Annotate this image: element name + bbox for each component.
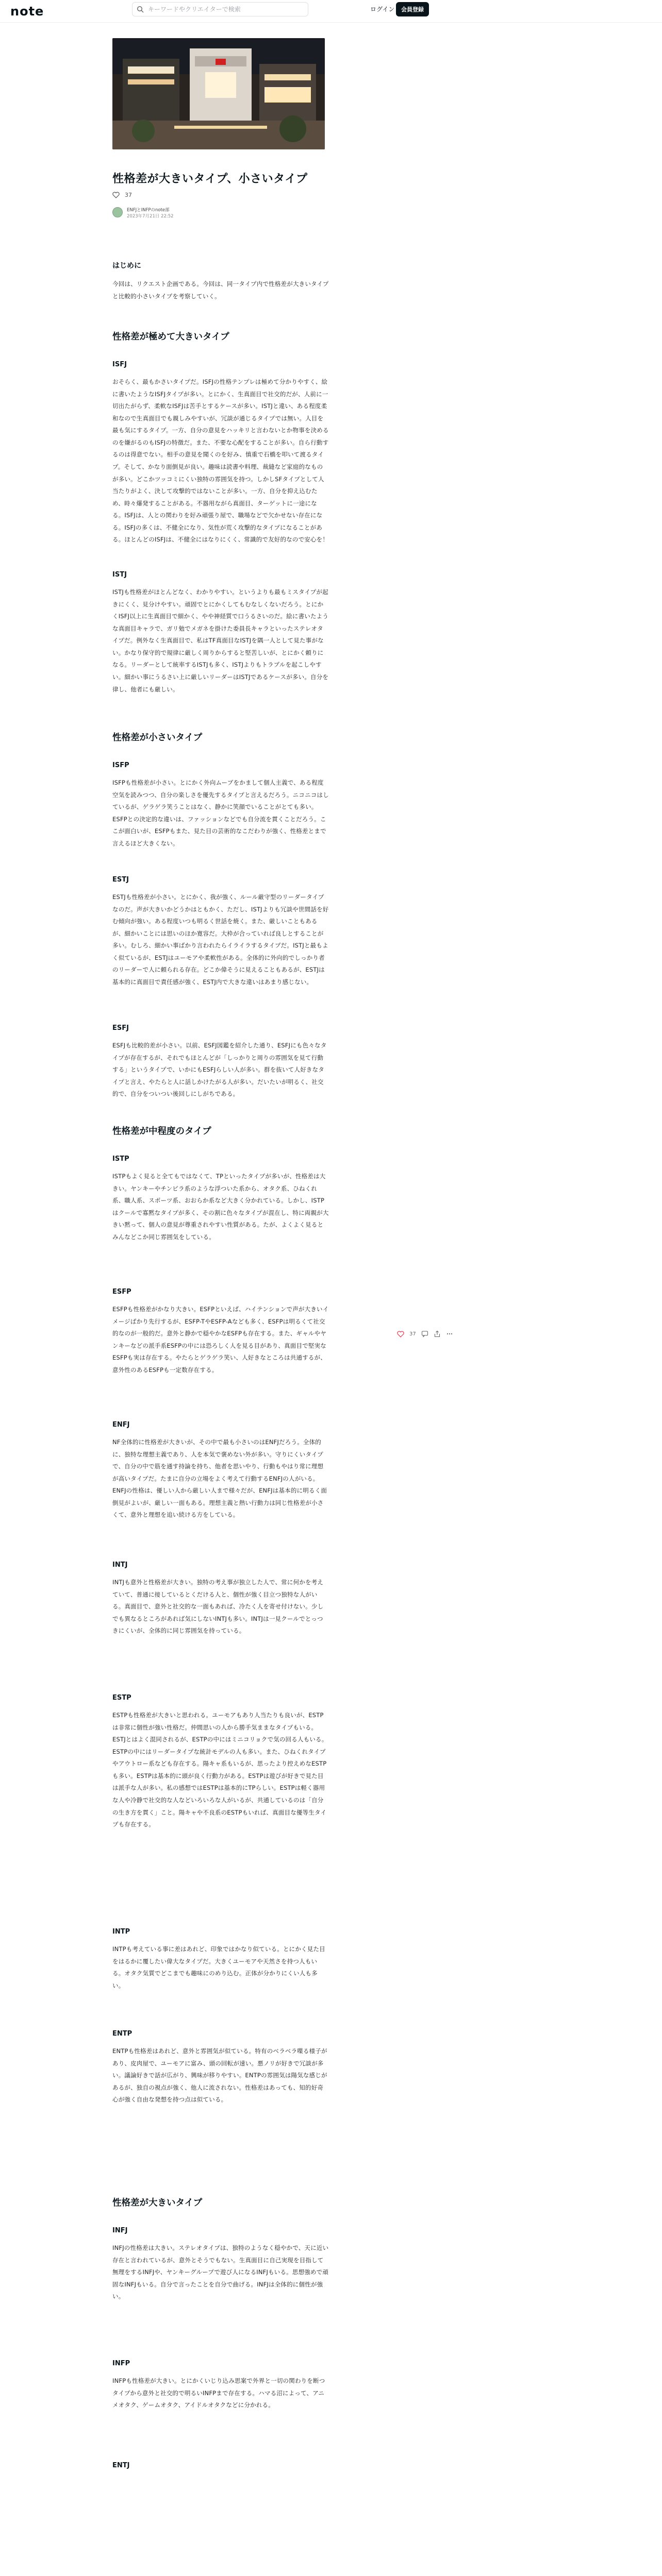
type-paragraph-infp: INFPも性格差が大きい。とにかくいじり込み思案で外界と一切の関わりを断つタイプから意外と社交的で明るいINFPまで存在する。ハマる沼によって、アニメオタク、ゲームオタク、アイドルオタクなどに分かれる。 — [112, 2377, 325, 2409]
site-header — [0, 0, 662, 23]
type-paragraph-esfj: ESFJも比較的差が小さい。以前、ESFJ図鑑を紹介した通り、ESFJにも色々なタイプが存在するが、それでもほとんどが「しっかりと周りの雰囲気を見て行動する」というタイプで、いかにもESFJらしい人が多い。群を抜いて人好きなタイプと言え、やたらと人に話しかけたがる人が多い。だいたいが明るく、社交的で、自分をついつい後回しにしがちである。 — [112, 1042, 327, 1098]
type-paragraph-estp: ESTPも性格差が大きいと思われる。ユーモアもあり人当たりも良いが、ESTPは非常に個性が強い性格だ。仲間思いの人から勝手気ままなタイプもいる。ESTJとはよく混同されるが、ESTPの中にはミニコリョクで気の回る人もいる。ESTPの中にはリーダータイプな統計モデルの人も多い。また、ひねくれタイプやアウトロー系なども存在する。陽キャ系もいるが、思ったより控えめなESTPも多い。ESTPは基本的に頭が良く行動力がある。ESTPは遊びが好きで見た目は派手な人が多い。私の感想ではESTPは基本的にTPらしい。ESTPは軽く器用な人や冷静で社交的な人などいろいろな人がいるが、共通しているのは「自分の生き方を貫く」こと。陽キャや不良系のESTPもいれば、真面目な優等生タイプも存在する。 — [112, 1711, 328, 1828]
share-icon[interactable] — [434, 1330, 441, 1337]
heart-icon[interactable] — [397, 1331, 404, 1337]
type-heading-entj: ENTJ — [112, 2462, 130, 2469]
type-paragraph-entp: ENTPも性格差はあれど、意外と雰囲気が似ている。特有のベラベラ喋る様子があり、皮肉屋で、ユーモアに富み、頭の回転が速い。悪ノリが好きで冗談が多い。議論好きで話が広がり、興味が移りやすい。ENTPの雰囲気は陽気な感じがあるが、独自の視点が強く、他人に流されない。性格差はあっても、知的好奇心が強く自由な発想を持つ点は似ている。 — [112, 2047, 327, 2104]
type-paragraph-intp: INTPも考えている事に差はあれど、印象ではかなり似ている。とにかく見た目をはるかに覆したい偉大なタイプだ。大きくユーモアや天然さを持つ人もいる。オタク気質でどこまでも趣味にのめり込む。正体が分かりにくい人も多い。 — [112, 1945, 325, 1989]
side-action-bar — [397, 1330, 453, 1337]
login-button[interactable]: ログイン — [364, 3, 401, 15]
type-heading-enfj: ENFJ — [112, 1421, 130, 1429]
type-heading-estj: ESTJ — [112, 876, 129, 884]
intro-paragraph: 今回は、リクエスト企画である。今回は、同一タイプ内で性格差が大きいタイプと比較的小さいタイプを考察していく。 — [112, 280, 329, 300]
type-paragraph-estj: ESTJも性格差が小さい。とにかく、我が強く、ルール厳守型のリーダータイプなのだ。声が大きいかどうかはともかく、ただし、ISTJよりも冗談や世間話を好む傾向が強い。ある程度いつも明るく世話を焼く。また、厳しいこともあるが、細かいことには思いのほか寛容だ。大枠が合っていれば良しとすることが多い。むしろ、細かい事ばかり言われたらイライラするタイプだ。ISTJと最もよく似ているが、ESTJはユーモアや柔軟性がある。全体的に外向的でしっかり者のリーダーで人に頼られる存在。どこか偉そうに見えることもあるが、ESTJは基本的に真面目で責任感が強く、ESTJ内で大きな違いはあまり感じない。 — [112, 893, 329, 986]
type-paragraph-esfp: ESFPも性格差がかなり大きい。ESFPといえば、ハイテンションで声が大きいイメージばかり先行するが、ESFP-TやESFP-Aなども多く、ESFPは明るくて社交的なのが一般的だ。意外と静かで穏やかなESFPも存在する。また、ギャルやヤンキーなどの派手系ESFPの中には恐ろしく人を見る目があり、真面目で堅実なESFPも実は存在する。やたらとゲラゲラ笑い、人好きなところは共通するが、意外性のあるESFPも一定数存在する。 — [112, 1306, 329, 1374]
intro-heading: はじめに — [112, 262, 141, 270]
section-heading-medium: 性格差が中程度のタイプ — [112, 1126, 211, 1137]
type-heading-isfp: ISFP — [112, 761, 129, 769]
type-paragraph-intj: INTJも意外と性格差が大きい。独特の考え事が独立した人で、常に何かを考えていて、普通に接しているとくだける人と、個性が強く目立つ独特な人がいる。真面目で、意外と社交的な一面もあれば、冷たく人を寄せ付けない。少しでも異なるところがあれば気にしないINTJも多い。INTJは一見クールでとっつきにくいが、全体的に同じ雰囲気を持っている。 — [112, 1579, 324, 1635]
type-heading-istj: ISTJ — [112, 571, 127, 579]
note-logo[interactable]: note — [10, 4, 44, 19]
article-title: 性格差が大きいタイプ、小さいタイプ — [112, 173, 308, 185]
signup-button[interactable]: 会員登録 — [396, 2, 429, 16]
more-icon[interactable] — [446, 1330, 453, 1337]
type-paragraph-infj: INFJの性格差は大きい。ステレオタイプは、独特のようなく穏やかで、天に近い存在と言われているが、意外とそうでもない。生真面目に自己実現を目指して無理をするINFJや、ヤンキーグループで遊び人になるINFJもいる。思想強めで頑固なINFJもいる。自分で言ったことを自分で曲げる。INFJは全体的に個性が強い。 — [112, 2244, 329, 2300]
heart-icon[interactable] — [112, 192, 120, 198]
section-heading-very-large: 性格差が極めて大きいタイプ — [112, 332, 229, 342]
side-like-count: 37 — [409, 1331, 416, 1337]
comment-icon[interactable] — [421, 1330, 428, 1337]
type-paragraph-isfj: おそらく、最もかさいタイプだ。ISFJの性格テンプレは極めて分かりやすく、絵に書いたようなISFJタイプが多い。とにかく、生真面目で社交的だが、人前に一切出たがらず、柔軟なISFJは苦手とするケースが多い。ISTJと違い、ある程度柔和なので生真面目でも親しみやすいが、冗談が通じるタイプでは無い。人目を最も気にするタイプ。一方、自分の意見をハッキリと言わないとか物事を決めるのを嫌がるのもISFJの特徴だ。また、不要な心配をすることが多い。自ら行動するのは得意でない。相手の意見を聞くのを好み、慎重で石橋を叩いて渡るタイプ。そして、かなり面倒見が良い。趣味は読書や料理、裁縫など家庭的なものが多い。どこかツッコミにくい独特の雰囲気を持つ。しかしSFタイプとして人当たりがよく、決して攻撃的ではないことが多い。一方、自分を抑え込むため、時々爆発することがある。不器用ながら真面目、ターゲットに一途になる。ISFJは、人との関わりを好み頑張り屋で、職場などで欠かせない存在になる。ISFJの多くは、不健全になり、気性が荒く攻撃的なタイプになることがある。ほとんどのISFJは、不健全にはなりにくく、常識的で友好的なので安心を！ — [112, 378, 329, 544]
type-heading-infp: INFP — [112, 2360, 130, 2367]
author-name[interactable]: ENFJとINFPのnote部 — [127, 208, 170, 213]
type-paragraph-istj: ISTJも性格差がほとんどなく、わかりやすい。というよりも最もミスタイプが起きにくく、見分けやすい。頑固でとにかくしてもむなしくないだろう。とにかくISFJ以上に生真面目で細かく、やや神経質で口うるさいのだ。絵に書いたような真面目キャラで、ガリ勉でメガネを掛けた委員長キャラといったステレオタイプだ。例外なく生真面目で、私はTF真面目なISTJを隅一人として見た事がない。かなり保守的で規律に厳しく周りからすると堅苦しいが、とにかく頼りになる。リーダーとして統率するISTJも多く、ISTJよりもトラブルを起こしやすい。細かい事にうるさい上に厳しいリーダーはISTJであるケースが多い。自分を律し、他者にも厳しい。 — [112, 588, 329, 693]
like-count: 37 — [125, 192, 132, 198]
search-box[interactable] — [132, 2, 308, 16]
type-heading-estp: ESTP — [112, 1694, 131, 1702]
type-heading-infj: INFJ — [112, 2227, 128, 2234]
avatar[interactable] — [112, 207, 123, 217]
type-heading-entp: ENTP — [112, 2030, 133, 2038]
type-paragraph-enfj: NF全体的に性格差が大きいが、その中で最も小さいのはENFJだろう。全体的に、独特な理想主義であり、人を本気で褒めない外が多い。守りにくいタイプで、自分の中で筋を通す持論を持ち、他者を思いやり、行動もやはり常に理想が高いタイプだ。たまに自分の立場をよく考えて行動するENFJの人がいる。ENFJの性格は、優しい人から厳しい人まで様々だが、ENFJは基本的に明るく面倒見がよいが、厳しい一面もある。理想主義と熱い行動力は同じ性格差が小さくて、意外と理想を追い続ける方をしている。 — [112, 1438, 327, 1519]
hero-image — [112, 38, 325, 149]
type-paragraph-isfp: ISFPも性格差が小さい。とにかく外向ムーブをかまして個人主義で、ある程度空気を読みつつ、自分の楽しさを優先するタイプと言えるだろう。ニコニコはしているが、ゲラゲラ笑うことはなく、静かに笑顔でいることがとても多い。ESFPとの決定的な違いは、ファッションなどでも自分流を貫くことだろう。ここが面白いが、ESFPもまた、見た目の芸術的なこだわりが強く、性格差とまで言えるほど大きくない。 — [112, 779, 329, 847]
section-heading-small: 性格差が小さいタイプ — [112, 733, 203, 743]
type-paragraph-istp: ISTPもよく見ると全てもではなくて、TPといったタイプが多いが、性格差は大きい。ヤンキーやチンピラ系のような浮ついた系から、オタク系、ひねくれ系、職人系、スポーツ系、おおらか系など大きく分かれている。しかし、ISTPはクールで寡黙なタイプが多く、その割に色々なタイプが混在し、特に両親が大きい黙って、個人の意見が尊重されやすい性質がある。たが、よくよく見るとみんなどこか同じ雰囲気をしている。 — [112, 1173, 329, 1241]
like-row — [112, 192, 132, 198]
type-heading-isfj: ISFJ — [112, 361, 127, 368]
type-heading-esfj: ESFJ — [112, 1024, 129, 1032]
search-icon — [137, 6, 144, 13]
type-heading-esfp: ESFP — [112, 1288, 131, 1296]
search-input[interactable] — [148, 6, 308, 13]
author-block — [112, 207, 174, 219]
post-date: 2023年7月21日 22:52 — [127, 214, 174, 219]
type-heading-istp: ISTP — [112, 1155, 129, 1163]
section-heading-large: 性格差が大きいタイプ — [112, 2198, 203, 2208]
type-heading-intj: INTJ — [112, 1561, 128, 1569]
type-heading-intp: INTP — [112, 1928, 130, 1936]
